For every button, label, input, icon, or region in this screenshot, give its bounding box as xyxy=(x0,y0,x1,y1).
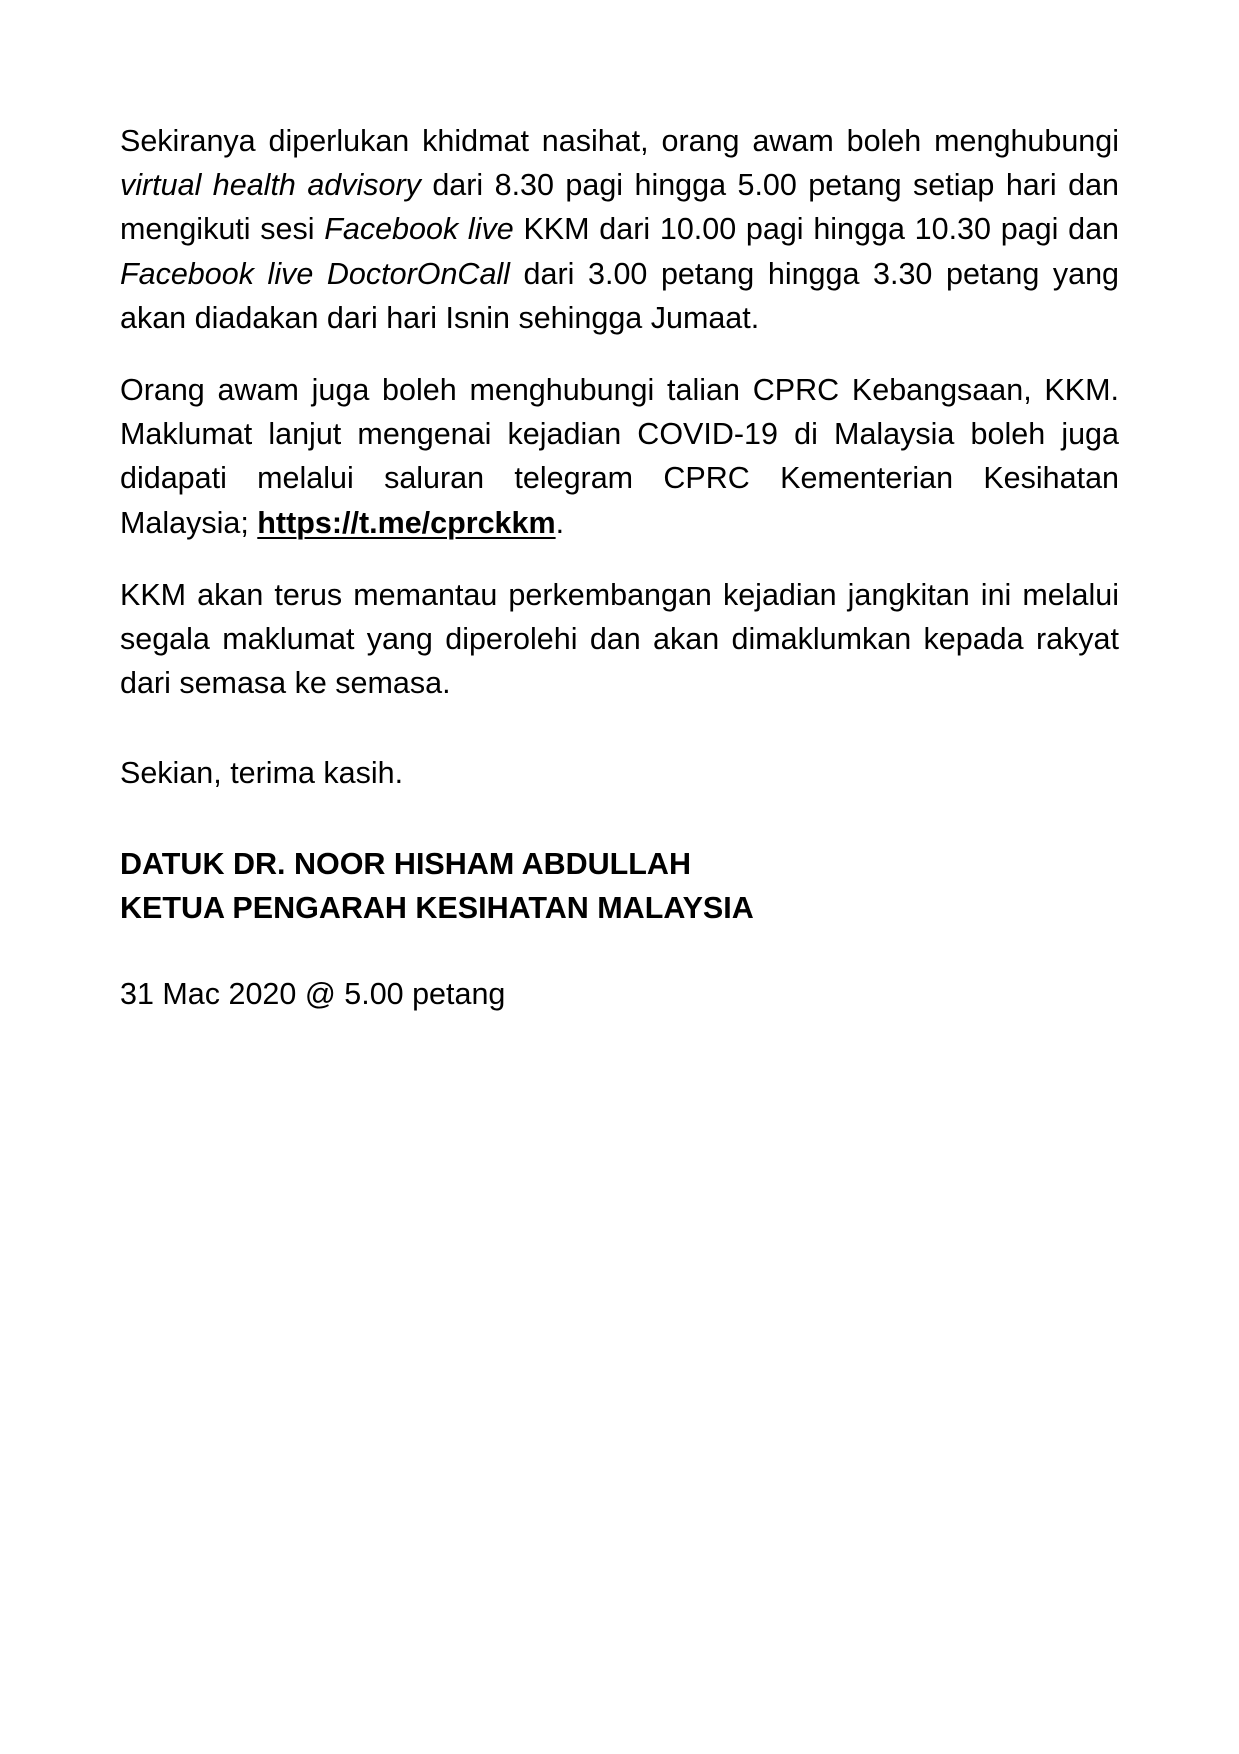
virtual-health-advisory-term: virtual health advisory xyxy=(120,168,421,203)
paragraph-advisory-text-2: dari 8.30 pagi hingga 5.00 petang setiap hari dan mengikuti sesi xyxy=(120,168,1119,247)
document-page xyxy=(120,119,1119,1016)
paragraph-advisory-text-4: dari 3.00 petang hingga 3.30 petang yang akan diadakan dari hari Isnin sehingga Jumaat. xyxy=(120,256,1120,335)
facebook-live-doctoroncall-term: Facebook live DoctorOnCall xyxy=(120,256,510,291)
telegram-link[interactable]: https://t.me/cprckkm xyxy=(257,505,556,540)
paragraph-cprc-text-1: Orang awam juga boleh menghubungi talian CPRC Kebangsaan, KKM. Maklumat lanjut mengenai kejadian COVID-19 di Malaysia boleh juga didapati melalui saluran telegram CPRC Kementerian Kesihatan Malaysia; xyxy=(120,373,1119,540)
paragraph-advisory xyxy=(120,119,1119,340)
release-date: 31 Mac 2020 @ 5.00 petang xyxy=(120,977,506,1012)
paragraph-advisory-text-3: KKM dari 10.00 pagi hingga 10.30 pagi dan xyxy=(513,212,1119,247)
signatory-name: DATUK DR. NOOR HISHAM ABDULLAH xyxy=(120,846,691,881)
signature-block xyxy=(120,842,1119,930)
closing-line: Sekian, terima kasih. xyxy=(120,756,404,791)
paragraph-advisory-text-1: Sekiranya diperlukan khidmat nasihat, orang awam boleh menghubungi xyxy=(120,124,1119,158)
paragraph-monitoring: KKM akan terus memantau perkembangan kejadian jangkitan ini melalui segala maklumat yang diperolehi dan akan dimaklumkan kepada rakyat dari semasa ke semasa. xyxy=(120,577,1119,701)
paragraph-cprc xyxy=(120,368,1119,545)
signatory-title: KETUA PENGARAH KESIHATAN MALAYSIA xyxy=(120,890,754,925)
facebook-live-term: Facebook live xyxy=(324,212,514,247)
paragraph-cprc-text-2: . xyxy=(555,505,565,540)
